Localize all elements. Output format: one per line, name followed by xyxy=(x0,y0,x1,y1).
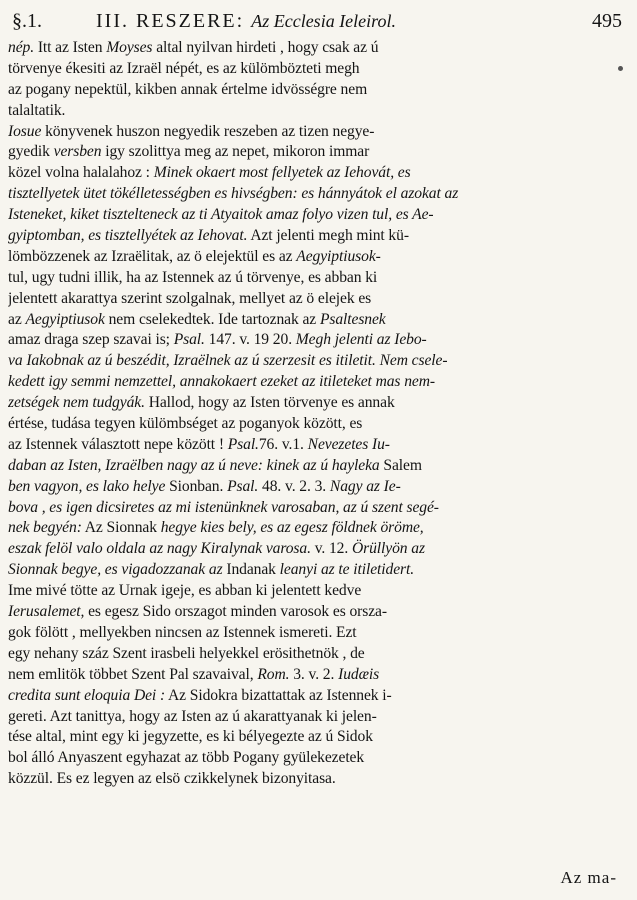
text-run: nem cselekedtek. Ide tartoznak az xyxy=(104,310,320,328)
text-line xyxy=(8,38,612,59)
text-line xyxy=(8,184,612,205)
italic-run: credita sunt eloquia Dei : xyxy=(8,686,166,704)
text-run: amaz draga szep szavai is; xyxy=(8,331,174,349)
text-run: 48. v. 2. 3. xyxy=(258,477,330,495)
text-line xyxy=(8,686,612,707)
text-line xyxy=(8,393,612,414)
text-run: 3. v. 2. xyxy=(289,665,339,683)
chapter-subtitle: Az Ecclesia Ieleirol. xyxy=(251,11,397,31)
italic-run: zetségek nem tudgyák. xyxy=(8,394,145,412)
italic-run: leanyi az te itiletidert. xyxy=(279,561,415,579)
text-run: tul, ugy tudni illik, ha az Istennek az ú törvenye, es abban ki xyxy=(8,268,378,286)
text-run: könyvenek huszon negyedik reszeben az tizen negye- xyxy=(41,122,375,140)
italic-run: Minek okaert most fellyetek az Iehovát, es xyxy=(153,164,411,182)
italic-run: Aegyiptiusok xyxy=(25,310,105,328)
text-line xyxy=(8,310,612,331)
text-run: altal nyilvan hirdeti , hogy csak az ú xyxy=(152,39,379,56)
running-header xyxy=(12,6,622,36)
text-line xyxy=(8,581,612,602)
text-run: az pogany nepektül, kikben annak értelme idvösségre nem xyxy=(8,80,368,98)
text-line xyxy=(8,163,612,184)
text-line xyxy=(8,602,612,623)
text-line xyxy=(8,80,612,101)
text-line xyxy=(8,727,612,748)
text-run: igy szolittya meg az nepet, mikoron immar xyxy=(101,143,370,161)
italic-run: ben vagyon, es lako helye xyxy=(8,477,166,495)
italic-run: nép. xyxy=(8,39,35,56)
italic-run: Iosue xyxy=(8,122,42,140)
page-number: 495 xyxy=(592,10,622,32)
italic-run: nek begyén: xyxy=(8,519,82,537)
margin-dot xyxy=(618,66,623,71)
italic-run: Moyses xyxy=(106,39,153,56)
text-line xyxy=(8,205,612,226)
text-run: gyedik xyxy=(8,143,54,161)
italic-run: versben xyxy=(53,143,102,161)
text-run: Indanak xyxy=(222,561,280,579)
text-run: Az Sidokra bizattattak az Istennek i- xyxy=(165,686,392,704)
italic-run: va Iakobnak az ú beszédit, Izraëlnek az ú szerzesit es itiletit. Nem csele- xyxy=(8,352,448,370)
italic-run: Nagy az Ie- xyxy=(329,477,401,495)
text-run: gok fölött , mellyekben nincsen az Istennek ismereti. Ezt xyxy=(8,623,357,641)
italic-run: Psal. xyxy=(173,331,205,349)
text-line xyxy=(8,268,612,289)
text-line xyxy=(8,122,612,143)
text-line xyxy=(8,498,612,519)
text-line xyxy=(8,351,612,372)
body-text xyxy=(8,38,612,790)
text-line xyxy=(8,477,612,498)
text-run: v. 12. xyxy=(310,540,352,558)
italic-run: kedett igy semmi nemzettel, annakokaert ezeket az itileteket mas nem- xyxy=(8,373,435,391)
text-run: jelentett akarattya szerint szolgalnak, mellyet az ö elejek es xyxy=(8,289,372,307)
text-run: Sionban. xyxy=(165,477,228,495)
italic-run: gyiptomban, es tisztellyétek az Iehovat. xyxy=(8,227,248,245)
text-line xyxy=(8,226,612,247)
text-run: bol álló Anyaszent egyhazat az több Pogany gyülekezetek xyxy=(8,749,365,767)
text-run: 147. v. 19 20. xyxy=(204,331,296,349)
text-line xyxy=(8,101,612,122)
text-run: gereti. Azt tanittya, hogy az Isten az ú akarattyanak ki jelen- xyxy=(8,707,377,725)
text-run: az Istennek választott nepe között ! xyxy=(8,435,228,453)
italic-run: Iudæis xyxy=(338,665,380,683)
text-line xyxy=(8,748,612,769)
text-run: 76. v.1. xyxy=(258,435,308,453)
text-line xyxy=(8,59,612,80)
text-line xyxy=(8,372,612,393)
italic-run: Rom. xyxy=(257,665,290,683)
text-run: Ime mivé tötte az Urnak igeje, es abban ki jelentett kedve xyxy=(8,582,362,600)
section-mark: §.1. xyxy=(12,10,42,32)
text-run: Itt az Isten xyxy=(34,39,107,56)
text-line xyxy=(8,435,612,456)
italic-run: Nevezetes Iu- xyxy=(307,435,390,453)
text-run: tése altal, mint egy ki jegyzette, es ki bélyegezte az ú Sidok xyxy=(8,728,373,746)
text-run: Az Sionnak xyxy=(81,519,161,537)
italic-run: Psaltesnek xyxy=(319,310,386,328)
text-line xyxy=(8,623,612,644)
italic-run: Aegyiptiusok- xyxy=(296,247,381,265)
text-run: nem emlitök többet Szent Pal szavaival, xyxy=(8,665,258,683)
text-line xyxy=(8,330,612,351)
italic-run: Isteneket, kiket tisztelteneck az ti Atyaitok amaz folyo vizen tul, es Ae- xyxy=(8,206,434,224)
catchword: Az ma- xyxy=(560,868,617,887)
text-run: Azt jelenti megh mint kü- xyxy=(247,227,409,245)
text-run: értése, tudása tegyen külömbséget az poganyok között, es xyxy=(8,415,363,433)
text-line xyxy=(8,560,612,581)
italic-run: tisztellyetek ütet tökélletességben es hivségben: es hánnyátok el azokat az xyxy=(8,185,459,203)
text-run: egy nehany száz Szent irasbeli helyekkel erösithetnök , de xyxy=(8,644,365,662)
italic-run: Ierusalemet, xyxy=(8,603,85,621)
italic-run: eszak felöl valo oldala az nagy Kiralynak varosa. xyxy=(8,540,311,558)
italic-run: Psal. xyxy=(227,477,259,495)
italic-run: Örüllyön az xyxy=(351,540,425,558)
text-line xyxy=(8,644,612,665)
text-run: Hallod, hogy az Isten törvenye es annak xyxy=(144,394,395,412)
text-run: törvenye ékesiti az Izraël népét, es az külömbözteti megh xyxy=(8,59,360,77)
italic-run: Psal. xyxy=(227,435,259,453)
chapter-title-text: III. RESZERE: xyxy=(96,10,245,32)
text-line xyxy=(8,142,612,163)
text-run: lömbözzenek az Izraëlitak, az ö elejektül es az xyxy=(8,247,297,265)
text-run: es egesz Sido orszagot minden varosok es orsza- xyxy=(84,603,387,621)
text-run: talaltatik. xyxy=(8,101,66,119)
italic-run: Sionnak begye, es vigadozzanak az xyxy=(8,561,223,579)
text-line xyxy=(8,539,612,560)
text-line xyxy=(8,518,612,539)
text-run: közel volna halalahoz : xyxy=(8,164,154,182)
italic-run: Megh jelenti az Iebo- xyxy=(295,331,427,349)
text-line xyxy=(8,414,612,435)
italic-run: daban az Isten, Izraëlben nagy az ú neve: kinek az ú hayleka xyxy=(8,456,380,474)
text-line xyxy=(8,289,612,310)
text-line xyxy=(8,665,612,686)
italic-run: hegye kies bely, es az egesz földnek öröme, xyxy=(160,519,424,537)
text-run: az xyxy=(8,310,26,328)
text-run: Salem xyxy=(379,456,422,474)
text-run: közzül. Es ez legyen az elsö czikkelynek bizonyitasa. xyxy=(8,770,336,788)
text-line xyxy=(8,247,612,268)
chapter-title xyxy=(96,6,396,36)
text-line xyxy=(8,707,612,728)
text-line xyxy=(8,769,612,790)
italic-run: bova , es igen dicsiretes az mi istenünknek varosaban, az ú szent segé- xyxy=(8,498,439,516)
text-line xyxy=(8,456,612,477)
